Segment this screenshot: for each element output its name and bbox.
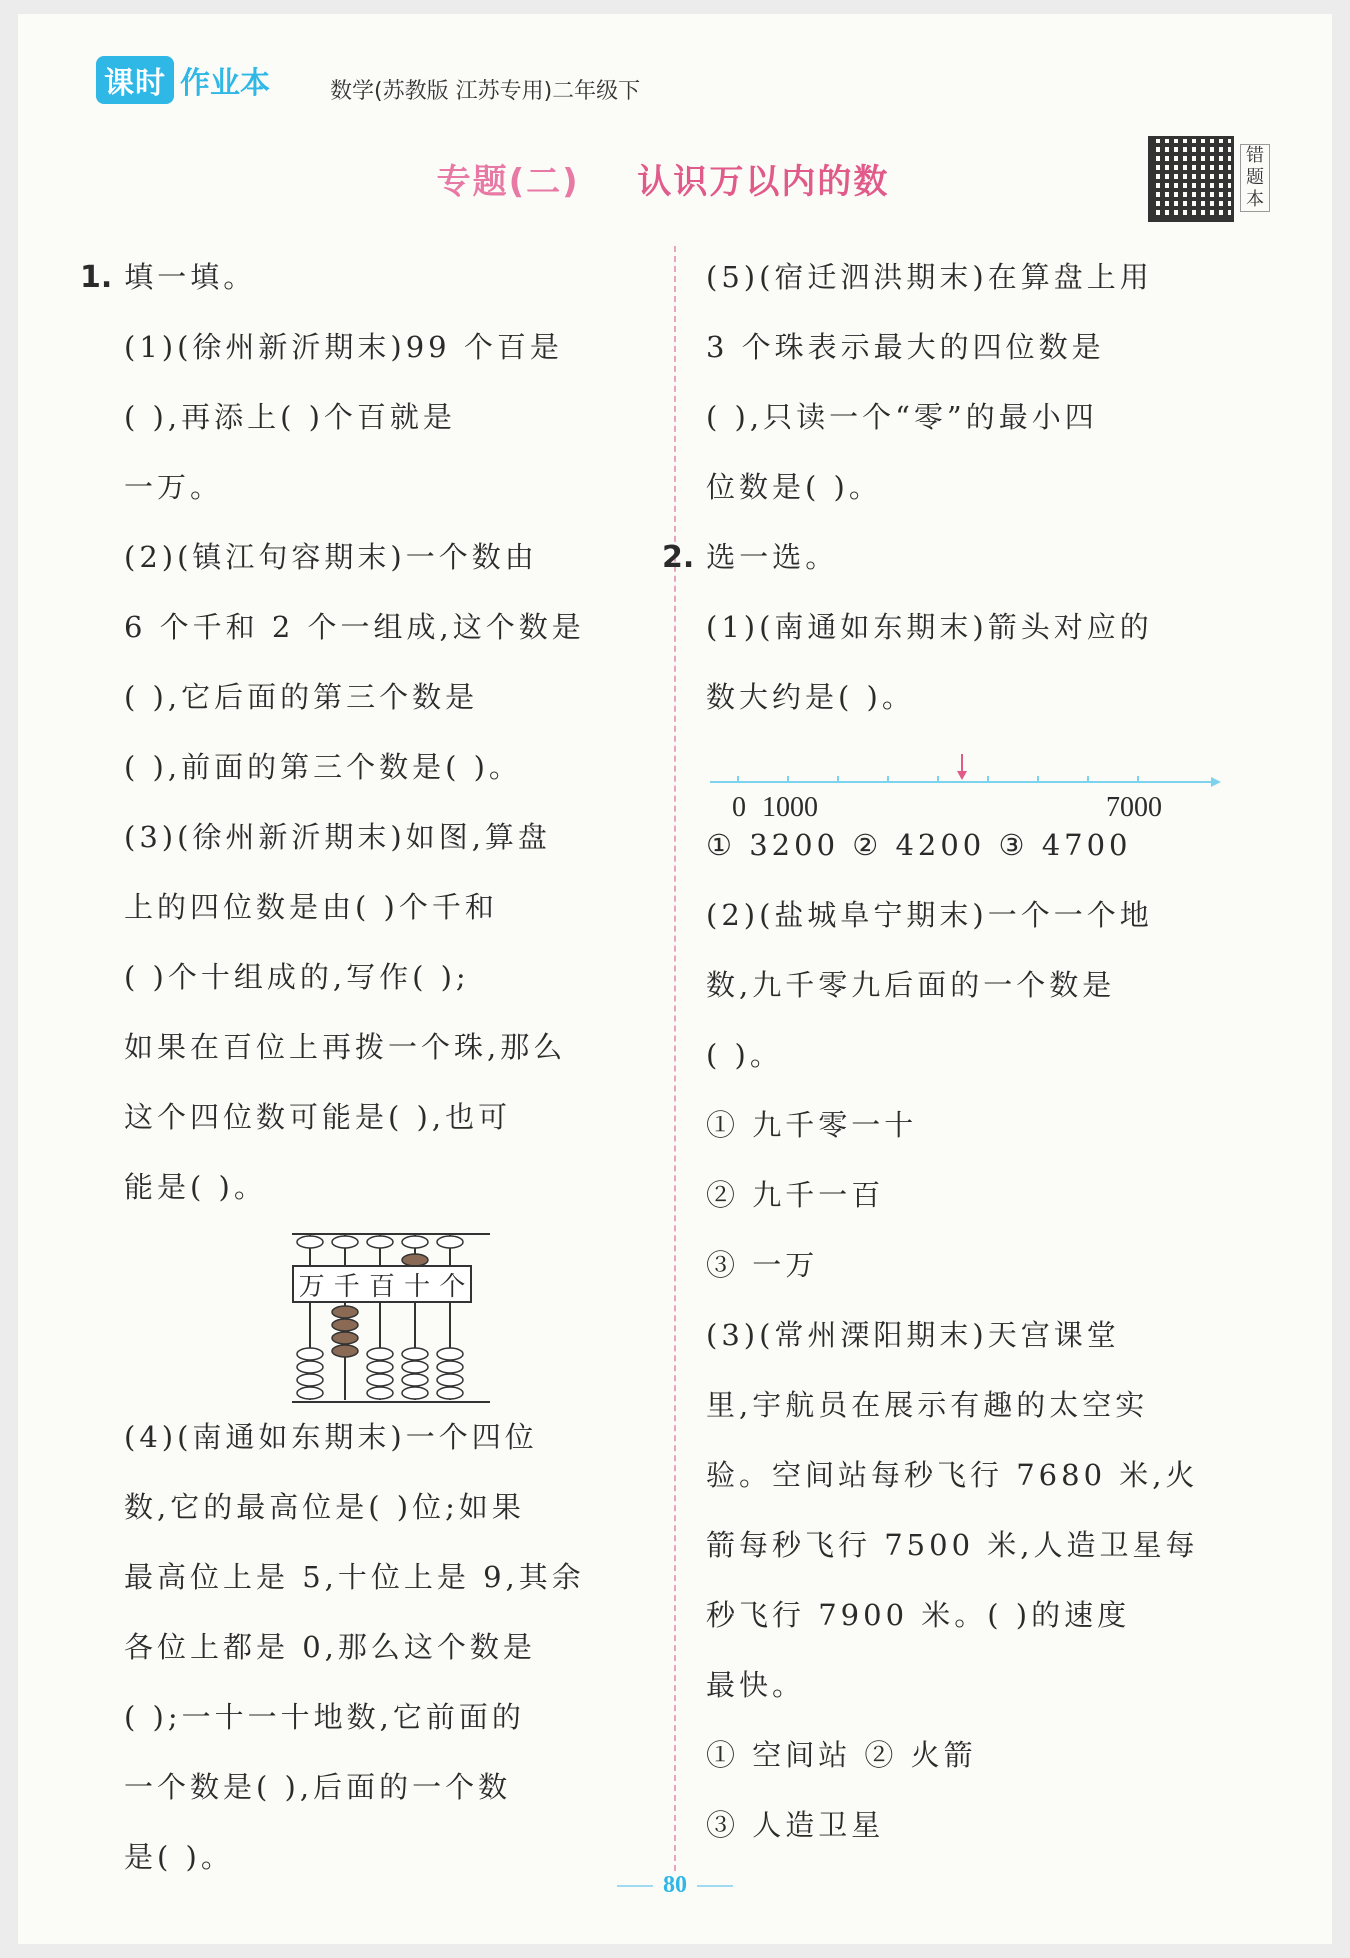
text-line: 能是( )。 — [124, 1170, 267, 1204]
number-line-label: 7000 — [1106, 792, 1162, 823]
text-line: 各位上都是 0,那么这个数是 — [124, 1630, 536, 1664]
text-line: (3)(常州溧阳期末)天宫课堂 — [706, 1318, 1120, 1352]
text-line: 最高位上是 5,十位上是 9,其余 — [124, 1560, 585, 1594]
question-2-heading — [662, 522, 1276, 592]
option-line: ③ 人造卫星 — [706, 1808, 885, 1842]
text-line: 是( )。 — [124, 1840, 234, 1874]
abacus-label: 十 — [404, 1271, 431, 1302]
text-line: 数,它的最高位是( )位;如果 — [124, 1490, 525, 1524]
qr-label: 错题本 — [1240, 144, 1270, 212]
text-line: (4)(南通如东期末)一个四位 — [124, 1420, 538, 1454]
question-title: 选一选。 — [706, 540, 839, 574]
text-line: ( )。 — [706, 1038, 783, 1072]
question-number: 1. — [80, 260, 113, 295]
text-line: ( ),它后面的第三个数是 — [124, 680, 479, 714]
logo-badge: 课时 — [96, 56, 174, 104]
text-line: 3 个珠表示最大的四位数是 — [706, 330, 1105, 364]
title-tag: 专题(二) — [436, 162, 580, 202]
qr-code[interactable] — [1148, 136, 1234, 222]
abacus-beads — [290, 1230, 490, 1405]
text-line: ( ),只读一个“零”的最小四 — [706, 400, 1098, 434]
abacus-figure — [80, 1222, 645, 1402]
text-line: 箭每秒飞行 7500 米,人造卫星每 — [706, 1528, 1199, 1562]
number-line-label: 1000 — [762, 792, 818, 823]
text-line: ( ),再添上( )个百就是 — [124, 400, 456, 434]
text-line: ( ),前面的第三个数是( )。 — [124, 750, 522, 784]
number-line-label: 0 — [732, 792, 746, 823]
number-line-figure — [706, 732, 1276, 862]
text-line: 这个四位数可能是( ),也可 — [124, 1100, 512, 1134]
text-line: ( )个十组成的,写作( ); — [124, 960, 470, 994]
text-line: 最快。 — [706, 1668, 806, 1702]
text-line: 位数是( )。 — [706, 470, 882, 504]
abacus-label: 百 — [368, 1271, 395, 1302]
option-line: ② 九千一百 — [706, 1178, 885, 1212]
option-line: ① 九千零一十 — [706, 1108, 918, 1142]
abacus-label: 千 — [333, 1271, 360, 1302]
text-line: (1)(徐州新沂期末)99 个百是 — [124, 330, 563, 364]
text-line: 里,宇航员在展示有趣的太空实 — [706, 1388, 1149, 1422]
left-column — [80, 242, 645, 1892]
abacus-place-labels — [292, 1265, 472, 1303]
text-line: 一个数是( ),后面的一个数 — [124, 1770, 512, 1804]
text-line: (5)(宿迁泗洪期末)在算盘上用 — [706, 260, 1153, 294]
logo-text: 作业本 — [180, 66, 270, 101]
page-number — [18, 1872, 1332, 1899]
text-line: 数,九千零九后面的一个数是 — [706, 968, 1116, 1002]
option-line: ③ 一万 — [706, 1248, 819, 1282]
text-line: 6 个千和 2 个一组成,这个数是 — [124, 610, 585, 644]
text-line: (2)(镇江句容期末)一个数由 — [124, 540, 538, 574]
text-line: (1)(南通如东期末)箭头对应的 — [706, 610, 1153, 644]
abacus-label: 万 — [298, 1271, 325, 1302]
text-line: 如果在百位上再拨一个珠,那么 — [124, 1030, 567, 1064]
page-number-text: 80 — [663, 1872, 687, 1898]
text-line: 上的四位数是由( )个千和 — [124, 890, 498, 924]
subject-line: 数学(苏教版 江苏专用)二年级下 — [330, 79, 641, 104]
text-line: 一万。 — [124, 470, 224, 504]
options-line: ① 3200 ② 4200 ③ 4700 — [706, 828, 1132, 862]
brand-logo — [96, 56, 270, 104]
text-line: 秒飞行 7900 米。( )的速度 — [706, 1598, 1131, 1632]
title-text: 认识万以内的数 — [637, 162, 890, 202]
abacus-label: 个 — [439, 1271, 466, 1302]
question-number: 2. — [662, 540, 695, 575]
text-line: (2)(盐城阜宁期末)一个一个地 — [706, 898, 1153, 932]
text-line: 数大约是( )。 — [706, 680, 915, 714]
text-line: (3)(徐州新沂期末)如图,算盘 — [124, 820, 551, 854]
question-title: 填一填。 — [124, 260, 257, 294]
text-line: 验。空间站每秒飞行 7680 米,火 — [706, 1458, 1199, 1492]
column-divider — [674, 246, 676, 1871]
question-1-heading — [80, 242, 645, 312]
page-title — [18, 154, 1308, 203]
workbook-page — [18, 14, 1332, 1944]
text-line: ( );一十一十地数,它前面的 — [124, 1700, 525, 1734]
right-column — [662, 242, 1276, 1860]
option-line: ① 空间站 ② 火箭 — [706, 1738, 977, 1772]
